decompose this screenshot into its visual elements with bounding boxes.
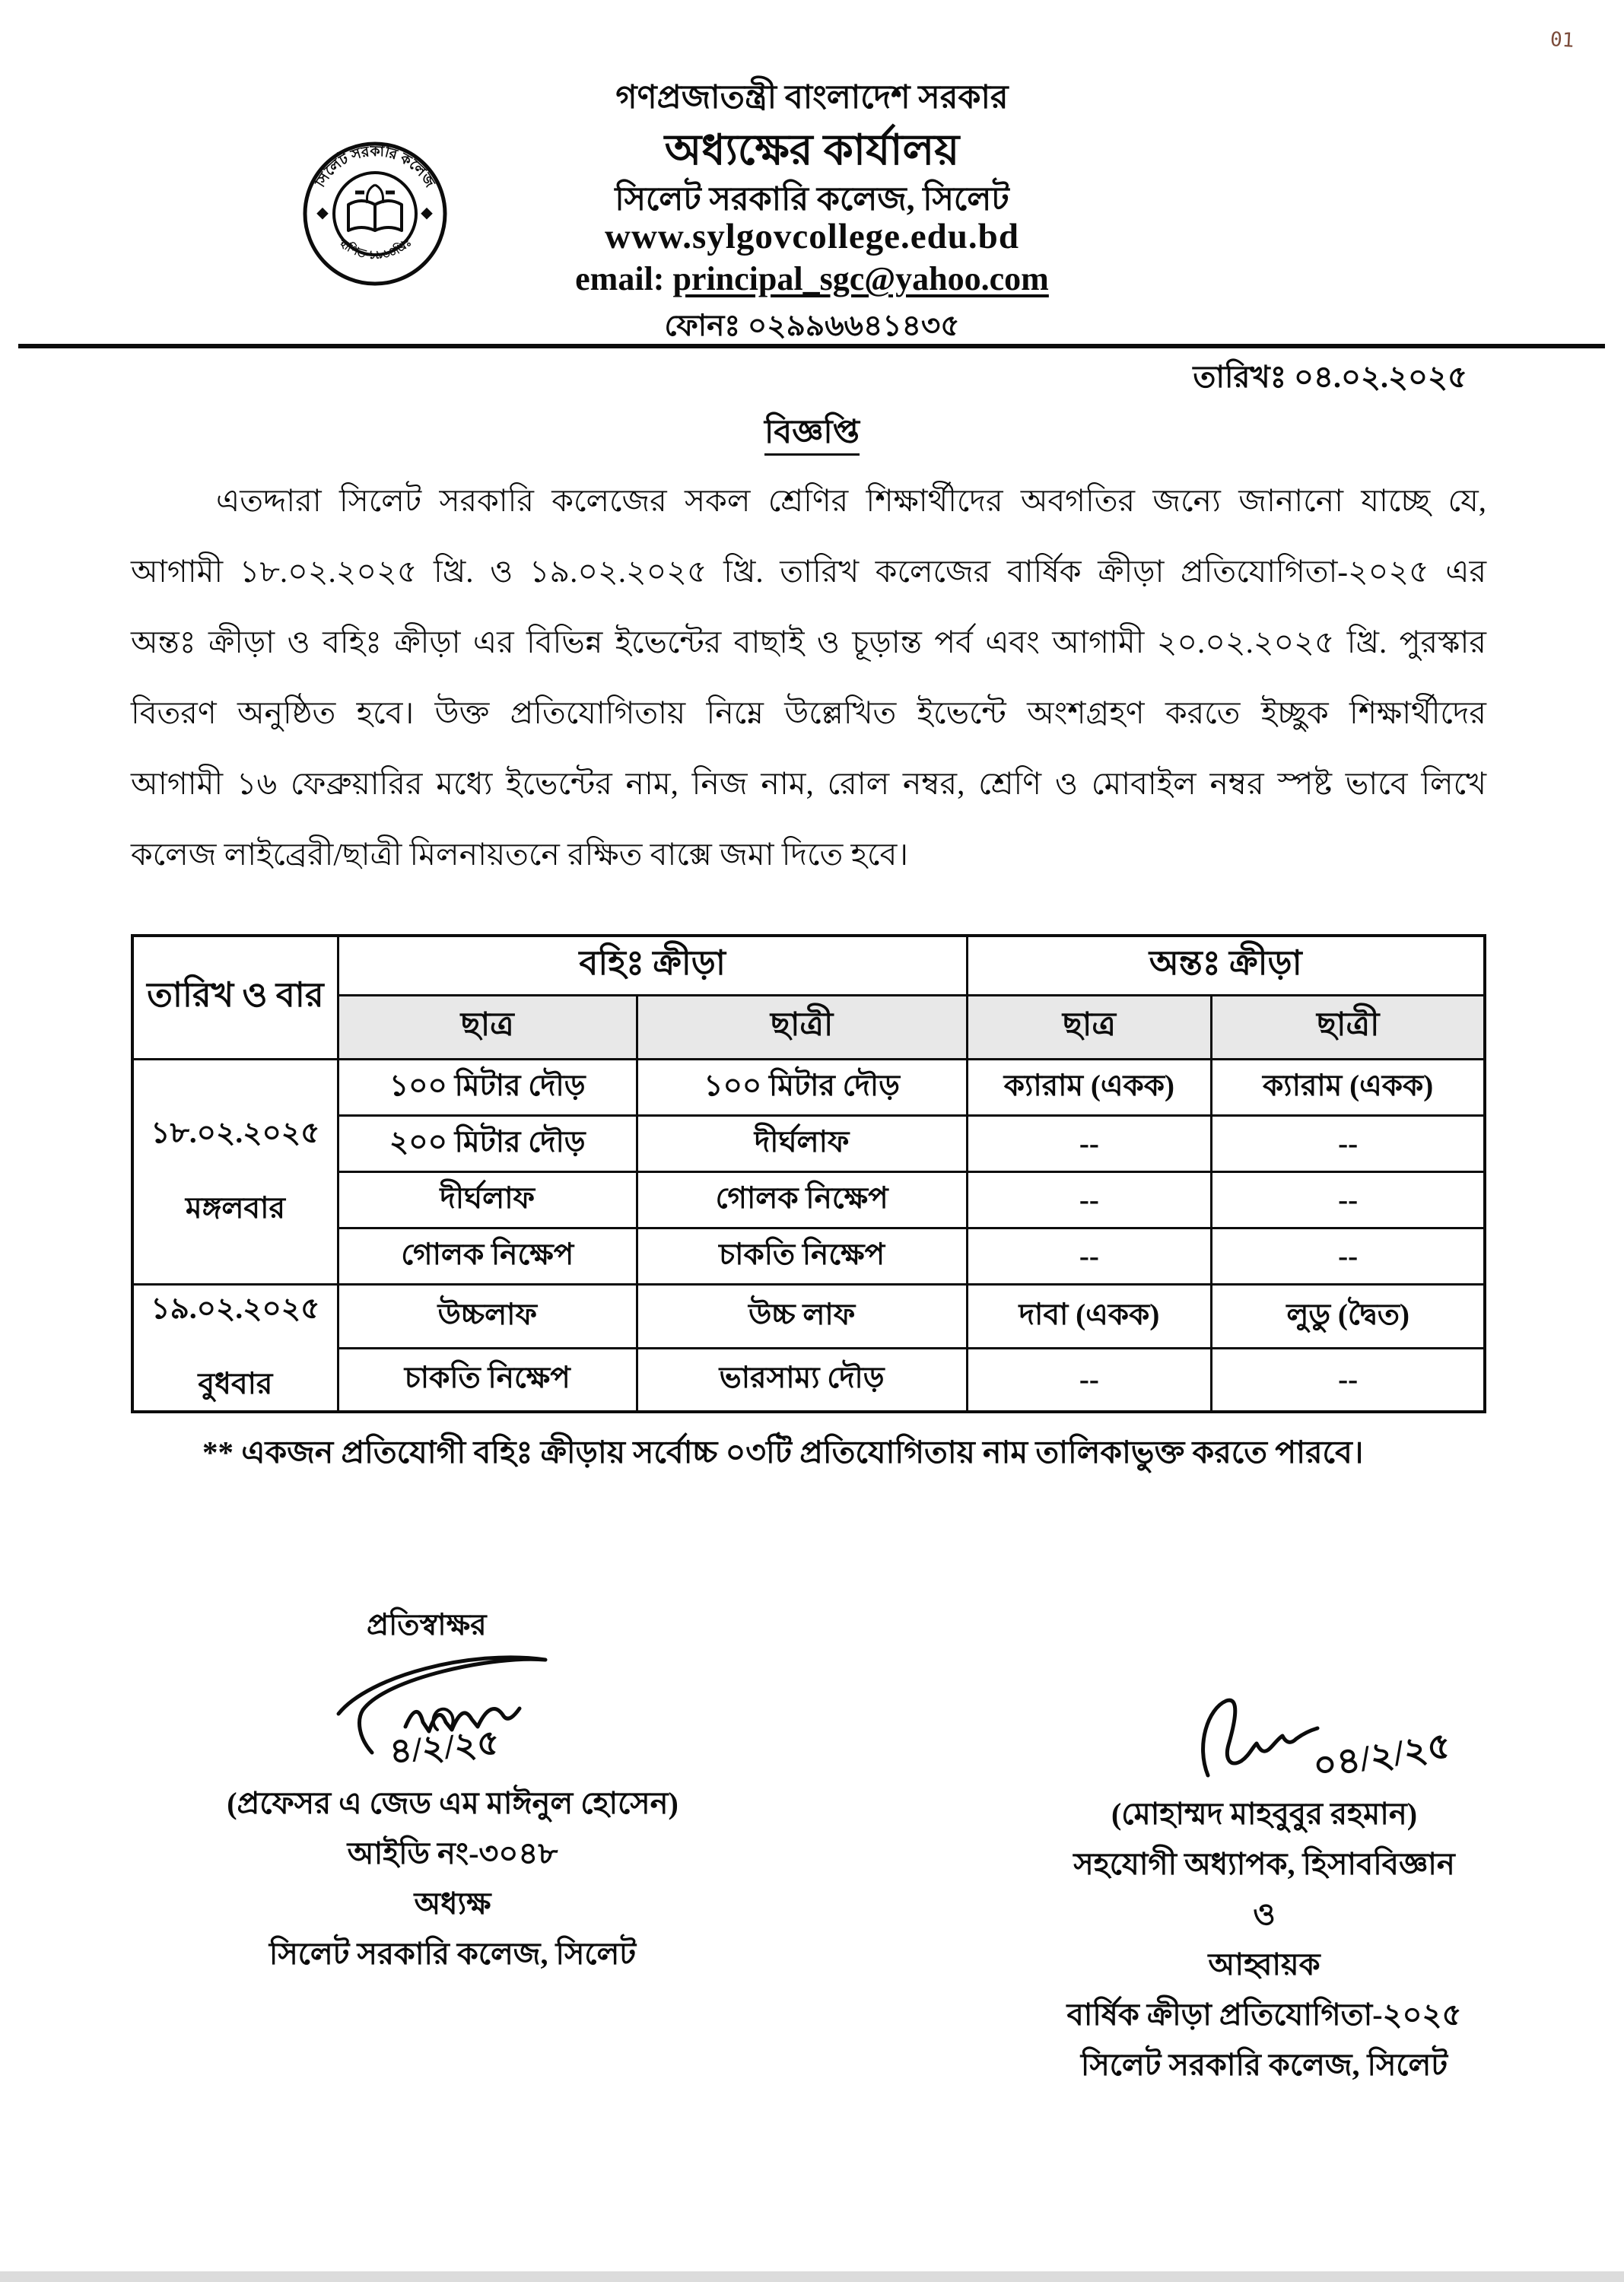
subheader-outdoor-girls: ছাত্রী xyxy=(637,996,967,1060)
event-cell: ১০০ মিটার দৌড় xyxy=(338,1060,637,1116)
subheader-indoor-boys: ছাত্র xyxy=(967,996,1212,1060)
countersign-label: প্রতিস্বাক্ষর xyxy=(367,1609,487,1642)
signatory-name: (প্রফেসর এ জেড এম মাঈনুল হোসেন) xyxy=(227,1786,679,1820)
signatory-role: আহ্বায়ক xyxy=(1208,1947,1320,1982)
event-cell: গোলক নিক্ষেপ xyxy=(338,1228,637,1285)
body-line: কলেজ লাইব্রেরী/ছাত্রী মিলনায়তনে রক্ষিত বাক্সে জমা দিতে হবে। xyxy=(131,837,908,872)
event-cell: উচ্চ লাফ xyxy=(637,1285,967,1349)
seal-ring-text-top: সিলেট সরকারি কলেজ xyxy=(312,143,438,191)
handwritten-date-right: ০৪/২/২৫ xyxy=(1310,1725,1454,1787)
notice-date: তারিখঃ ০৪.০২.২০২৫ xyxy=(1193,360,1467,394)
website-line: www.sylgovcollege.edu.bd xyxy=(605,217,1019,256)
corner-header-date-day: তারিখ ও বার xyxy=(132,936,338,1060)
event-cell: -- xyxy=(967,1348,1212,1412)
scan-edge-artifact xyxy=(0,2271,1624,2282)
date-cell-day1 xyxy=(132,1060,338,1285)
event-cell: ভারসাম্য দৌড় xyxy=(637,1348,967,1412)
notice-body xyxy=(131,466,1486,890)
conjunction: ও xyxy=(1253,1897,1276,1931)
event-cell: -- xyxy=(1212,1172,1485,1228)
group-header-outdoor: বহিঃ ক্রীড়া xyxy=(338,936,967,996)
signatory-designation: অধ্যক্ষ xyxy=(414,1886,491,1921)
event-cell: চাকতি নিক্ষেপ xyxy=(338,1348,637,1412)
event-cell: দীর্ঘলাফ xyxy=(338,1172,637,1228)
office-line: অধ্যক্ষের কার্যালয় xyxy=(664,127,960,174)
event-cell: -- xyxy=(1212,1116,1485,1172)
left-signatory-block xyxy=(129,1778,776,1979)
signatory-designation: সহযোগী অধ্যাপক, হিসাববিজ্ঞান xyxy=(1073,1847,1455,1881)
government-line: গণপ্রজাতন্ত্রী বাংলাদেশ সরকার xyxy=(615,80,1009,116)
event-cell: -- xyxy=(967,1228,1212,1285)
signatory-event: বার্ষিক ক্রীড়া প্রতিযোগিতা-২০২৫ xyxy=(1066,1998,1462,2032)
seal-ring-text-bottom: স্থাপিত-১৯৬৪খ্রিঃ xyxy=(335,236,415,262)
group-header-indoor: অন্তঃ ক্রীড়া xyxy=(967,936,1485,996)
event-cell: দাবা (একক) xyxy=(967,1285,1212,1349)
body-line: আগামী ১৬ ফেব্রুয়ারির মধ্যে ইভেন্টের নাম, নিজ নাম, রোল নম্বর, শ্রেণি ও মোবাইল নম্বর স্পষ্ট ভাবে লিখে xyxy=(131,766,1486,801)
event-cell: দীর্ঘলাফ xyxy=(637,1116,967,1172)
right-signatory-block xyxy=(968,1789,1561,2090)
event-cell: -- xyxy=(967,1172,1212,1228)
date-cell-day2 xyxy=(132,1285,338,1413)
date-value: ১৯.০২.২০২৫ xyxy=(151,1292,320,1325)
sports-schedule-table xyxy=(131,934,1486,1413)
body-line: আগামী ১৮.০২.২০২৫ খ্রি. ও ১৯.০২.২০২৫ খ্রি. তারিখ কলেজের বার্ষিক ক্রীড়া প্রতিযোগিতা-২০২৫ এর xyxy=(131,554,1486,589)
event-cell: চাকতি নিক্ষেপ xyxy=(637,1228,967,1285)
event-cell: ক্যারাম (একক) xyxy=(1212,1060,1485,1116)
body-line: এতদ্দারা সিলেট সরকারি কলেজের সকল শ্রেণির শিক্ষার্থীদের অবগতির জন্যে জানানো যাচ্ছে যে, xyxy=(216,483,1486,518)
event-cell: উচ্চলাফ xyxy=(338,1285,637,1349)
event-cell: -- xyxy=(967,1116,1212,1172)
event-cell: গোলক নিক্ষেপ xyxy=(637,1172,967,1228)
handwritten-date-left: ৪/২/২৫ xyxy=(387,1722,501,1772)
email-line xyxy=(0,259,1624,298)
footnote: ** একজন প্রতিযোগী বহিঃ ক্রীড়ায় সর্বোচ্চ ০৩টি প্রতিযোগিতায় নাম তালিকাভুক্ত করতে পারবে। xyxy=(202,1435,1364,1470)
body-line: অন্তঃ ক্রীড়া ও বহিঃ ক্রীড়া এর বিভিন্ন ইভেন্টের বাছাই ও চূড়ান্ত পর্ব এবং আগামী ২০.০২.২০২৫ খ্রি. পুরস্কার xyxy=(131,625,1486,659)
handwritten-page-number: 01 xyxy=(1549,28,1575,52)
event-cell: লুডু (দ্বৈত) xyxy=(1212,1285,1485,1349)
day-value: বুধবার xyxy=(198,1368,273,1400)
event-cell: ক্যারাম (একক) xyxy=(967,1060,1212,1116)
event-cell: ২০০ মিটার দৌড় xyxy=(338,1116,637,1172)
phone-line: ফোনঃ ০২৯৯৬৬৪১৪৩৫ xyxy=(664,310,960,342)
college-line: সিলেট সরকারি কলেজ, সিলেট xyxy=(615,182,1009,218)
subheader-indoor-girls: ছাত্রী xyxy=(1212,996,1485,1060)
event-cell: -- xyxy=(1212,1348,1485,1412)
signatory-college: সিলেট সরকারি কলেজ, সিলেট xyxy=(1080,2048,1448,2082)
day-value: মঙ্গলবার xyxy=(185,1191,285,1225)
signatory-name: (মোহাম্মদ মাহবুবুর রহমান) xyxy=(1111,1797,1418,1831)
email-label: email: xyxy=(575,260,665,297)
signatory-college: সিলেট সরকারি কলেজ, সিলেট xyxy=(269,1937,637,1971)
body-line: বিতরণ অনুষ্ঠিত হবে। উক্ত প্রতিযোগিতায় নিম্নে উল্লেখিত ইভেন্টে অংশগ্রহণ করতে ইচ্ছুক শিক্ষার্থীদের xyxy=(131,695,1486,730)
header-divider-rule xyxy=(18,344,1605,348)
signatory-id: আইডি নং-৩০৪৮ xyxy=(347,1836,558,1870)
event-cell: ১০০ মিটার দৌড় xyxy=(637,1060,967,1116)
notice-title: বিজ্ঞপ্তি xyxy=(0,408,1624,462)
subheader-outdoor-boys: ছাত্র xyxy=(338,996,637,1060)
date-value: ১৮.০২.২০২৫ xyxy=(151,1116,320,1149)
event-cell: -- xyxy=(1212,1228,1485,1285)
email-address: principal_sgc@yahoo.com xyxy=(672,260,1049,297)
